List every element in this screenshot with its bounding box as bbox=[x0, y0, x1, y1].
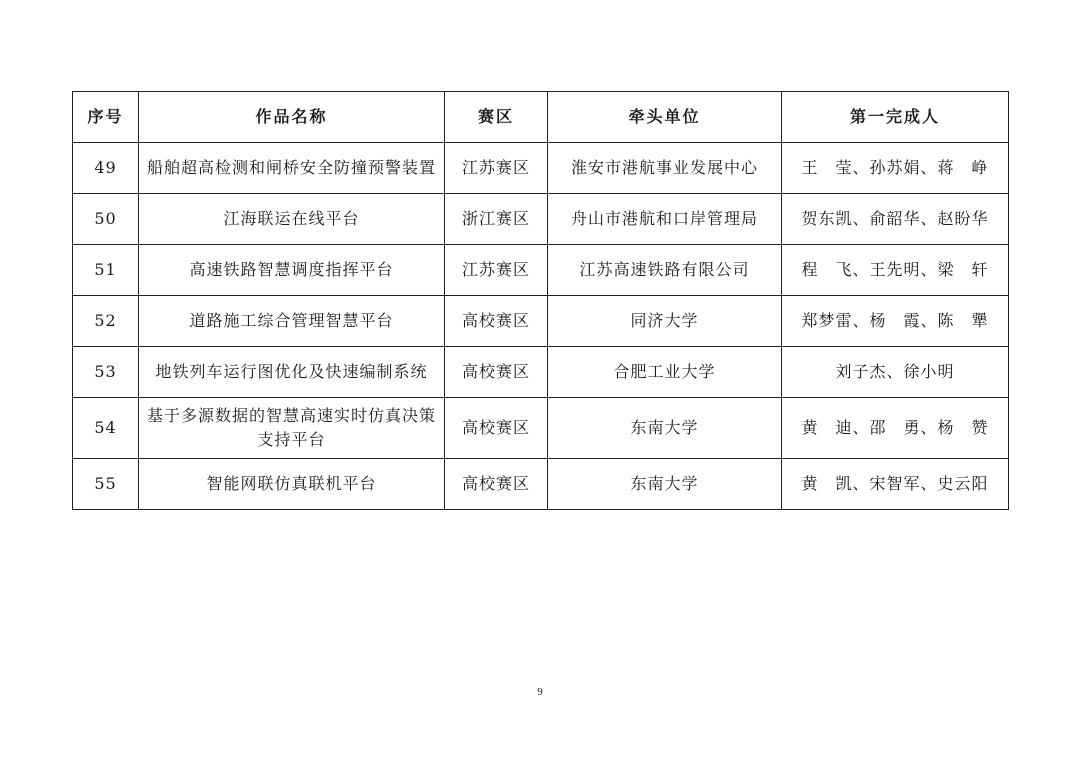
cell-work-name: 地铁列车运行图优化及快速编制系统 bbox=[139, 347, 445, 398]
table-row bbox=[73, 296, 1009, 347]
cell-region: 高校赛区 bbox=[445, 459, 548, 510]
cell-serial: 55 bbox=[73, 459, 139, 510]
cell-region: 江苏赛区 bbox=[445, 245, 548, 296]
cell-region: 高校赛区 bbox=[445, 398, 548, 459]
header-first-completers: 第一完成人 bbox=[782, 92, 1009, 143]
cell-work-name: 船舶超高检测和闸桥安全防撞预警装置 bbox=[139, 143, 445, 194]
header-region: 赛区 bbox=[445, 92, 548, 143]
cell-region: 高校赛区 bbox=[445, 347, 548, 398]
page-number: 9 bbox=[537, 686, 543, 698]
cell-first-completers: 郑梦雷、杨 霞、陈 犟 bbox=[782, 296, 1009, 347]
cell-first-completers: 黄 迪、邵 勇、杨 赞 bbox=[782, 398, 1009, 459]
awards-table bbox=[72, 91, 1009, 510]
header-work-name: 作品名称 bbox=[139, 92, 445, 143]
cell-lead-unit: 江苏高速铁路有限公司 bbox=[548, 245, 782, 296]
table-row bbox=[73, 347, 1009, 398]
cell-serial: 51 bbox=[73, 245, 139, 296]
table-row bbox=[73, 459, 1009, 510]
cell-work-name: 江海联运在线平台 bbox=[139, 194, 445, 245]
table-row bbox=[73, 143, 1009, 194]
cell-serial: 52 bbox=[73, 296, 139, 347]
cell-first-completers: 黄 凯、宋智军、史云阳 bbox=[782, 459, 1009, 510]
cell-region: 高校赛区 bbox=[445, 296, 548, 347]
cell-work-name: 道路施工综合管理智慧平台 bbox=[139, 296, 445, 347]
table-row bbox=[73, 194, 1009, 245]
cell-lead-unit: 合肥工业大学 bbox=[548, 347, 782, 398]
table-row bbox=[73, 245, 1009, 296]
cell-lead-unit: 淮安市港航事业发展中心 bbox=[548, 143, 782, 194]
cell-work-name: 基于多源数据的智慧高速实时仿真决策支持平台 bbox=[139, 398, 445, 459]
cell-lead-unit: 舟山市港航和口岸管理局 bbox=[548, 194, 782, 245]
cell-first-completers: 贺东凯、俞韶华、赵盼华 bbox=[782, 194, 1009, 245]
cell-lead-unit: 东南大学 bbox=[548, 459, 782, 510]
cell-first-completers: 刘子杰、徐小明 bbox=[782, 347, 1009, 398]
header-serial: 序号 bbox=[73, 92, 139, 143]
cell-work-name: 高速铁路智慧调度指挥平台 bbox=[139, 245, 445, 296]
cell-lead-unit: 同济大学 bbox=[548, 296, 782, 347]
cell-serial: 54 bbox=[73, 398, 139, 459]
cell-first-completers: 程 飞、王先明、梁 轩 bbox=[782, 245, 1009, 296]
cell-lead-unit: 东南大学 bbox=[548, 398, 782, 459]
cell-serial: 49 bbox=[73, 143, 139, 194]
cell-work-name: 智能网联仿真联机平台 bbox=[139, 459, 445, 510]
table-row bbox=[73, 398, 1009, 459]
cell-first-completers: 王 莹、孙苏娟、蒋 峥 bbox=[782, 143, 1009, 194]
header-lead-unit: 牵头单位 bbox=[548, 92, 782, 143]
cell-region: 浙江赛区 bbox=[445, 194, 548, 245]
cell-serial: 50 bbox=[73, 194, 139, 245]
table-header-row bbox=[73, 92, 1009, 143]
cell-serial: 53 bbox=[73, 347, 139, 398]
cell-region: 江苏赛区 bbox=[445, 143, 548, 194]
